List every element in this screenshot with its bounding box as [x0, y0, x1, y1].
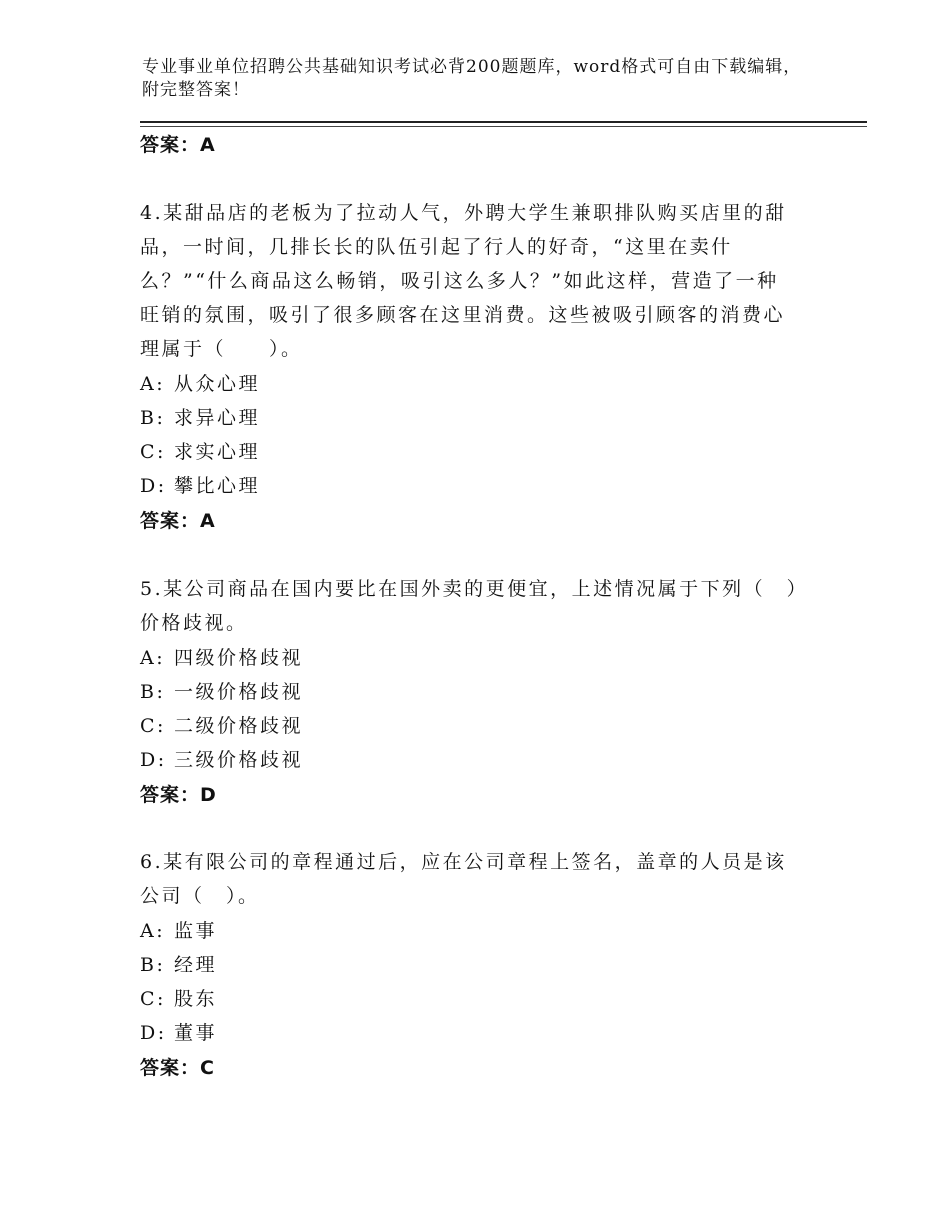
option-text: 二级价格歧视 [174, 715, 304, 737]
question-6-option-c [140, 984, 217, 1011]
question-6-answer: 答案：C [140, 1057, 215, 1079]
option-text: 三级价格歧视 [174, 749, 304, 771]
question-5-option-d [140, 745, 303, 772]
previous-answer: 答案：A [140, 134, 216, 156]
page-header: 专业事业单位招聘公共基础知识考试必背200题题库，word格式可自由下载编辑，附完整答案！ [142, 57, 802, 100]
question-5-answer: 答案：D [140, 784, 217, 806]
question-4-option-b [140, 403, 260, 430]
question-5-option-c [140, 711, 303, 738]
option-letter: D: [140, 1022, 167, 1044]
option-letter: C: [140, 988, 166, 1010]
option-letter: A: [140, 920, 166, 942]
header-divider-thin [140, 126, 867, 127]
question-5-option-a [140, 643, 303, 670]
option-text: 求实心理 [174, 441, 261, 463]
header-divider-thick [140, 121, 867, 123]
question-4-answer: 答案：A [140, 510, 216, 532]
option-letter: D: [140, 749, 167, 771]
option-text: 从众心理 [174, 373, 261, 395]
option-letter: C: [140, 441, 166, 463]
option-letter: C: [140, 715, 166, 737]
option-letter: B: [140, 954, 166, 976]
option-text: 一级价格歧视 [174, 681, 304, 703]
option-text: 经理 [174, 954, 218, 976]
option-text: 监事 [174, 920, 218, 942]
option-text: 求异心理 [174, 407, 261, 429]
question-5-option-b [140, 677, 303, 704]
option-letter: B: [140, 681, 166, 703]
question-6-text: 6.某有限公司的章程通过后，应在公司章程上签名，盖章的人员是该公司（ ）。 [140, 851, 787, 907]
option-letter: A: [140, 647, 166, 669]
question-6-option-a [140, 916, 217, 943]
option-text: 董事 [174, 1022, 218, 1044]
option-letter: B: [140, 407, 166, 429]
option-text: 攀比心理 [174, 475, 261, 497]
question-4-option-d [140, 471, 260, 498]
question-5-text: 5.某公司商品在国内要比在国外卖的更便宜，上述情况属于下列（ ）价格歧视。 [140, 578, 799, 634]
option-text: 股东 [174, 988, 218, 1010]
question-4-text: 4.某甜品店的老板为了拉动人气，外聘大学生兼职排队购买店里的甜品，一时间，几排长长的队伍引起了行人的好奇，“这里在卖什么？”“什么商品这么畅销，吸引这么多人？”如此这样，营造了一种旺销的氛围，吸引了很多顾客在这里消费。这些被吸引顾客的消费心理属于（ ）。 [140, 202, 787, 360]
option-letter: D: [140, 475, 167, 497]
question-6-option-d [140, 1018, 217, 1045]
option-text: 四级价格歧视 [174, 647, 304, 669]
question-4-option-c [140, 437, 260, 464]
option-letter: A: [140, 373, 166, 395]
question-6-option-b [140, 950, 217, 977]
question-4-option-a [140, 369, 260, 396]
